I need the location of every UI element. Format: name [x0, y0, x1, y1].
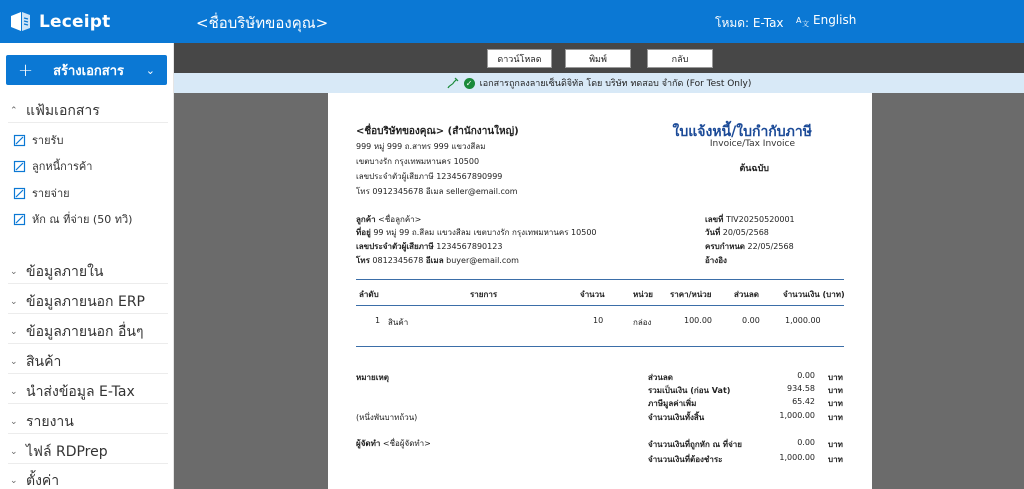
table-row-item: สินค้า — [388, 318, 409, 327]
sidebar-group-label: สินค้า — [26, 354, 62, 370]
issuer-label: ผู้จัดทำ — [356, 439, 381, 448]
signature-pen-icon — [447, 77, 459, 89]
signature-status-bar — [174, 73, 1024, 93]
sidebar-group-erp-data[interactable] — [10, 291, 145, 313]
doc-date-value: 20/05/2568 — [722, 228, 769, 237]
vat-label: ภาษีมูลค่าเพิ่ม — [648, 399, 697, 408]
issuer-value: <ชื่อผู้จัดทำ> — [382, 439, 431, 448]
issuer-row — [356, 437, 431, 450]
table-header-border — [356, 305, 844, 306]
grand-total-label: จำนวนเงินทั้งสิ้น — [648, 413, 705, 422]
doc-due-row — [705, 240, 794, 253]
sidebar-group-label: ข้อมูลภายนอก อื่นๆ — [26, 324, 144, 340]
vat-unit: บาท — [828, 399, 843, 408]
seller-name: <ชื่อบริษัทของคุณ> (สำนักงานใหญ่) — [356, 126, 519, 137]
sidebar — [0, 43, 174, 489]
chevron-down-icon: ⌄ — [10, 357, 18, 367]
doc-number-row — [705, 213, 795, 226]
doc-due-label: ครบกำหนด — [705, 242, 745, 251]
sidebar-group-documents[interactable] — [10, 100, 100, 122]
sidebar-group-label: นำส่งข้อมูล E-Tax — [26, 384, 135, 400]
back-button[interactable]: กลับ — [647, 49, 713, 68]
subtotal-label: รวมเป็นเงิน (ก่อน Vat) — [648, 386, 731, 395]
customer-email-label: อีเมล — [425, 256, 444, 265]
logo-text: Leceipt — [39, 11, 111, 32]
sidebar-item-income[interactable] — [13, 131, 63, 149]
divider — [8, 403, 168, 404]
sidebar-group-label: ข้อมูลภายนอก ERP — [26, 294, 145, 310]
divider — [8, 122, 168, 123]
table-row-amount: 1,000.00 — [785, 316, 821, 325]
document-icon — [13, 160, 26, 173]
language-selector[interactable] — [796, 13, 856, 27]
mode-selector[interactable]: โหมด: E-Tax — [715, 16, 784, 30]
sidebar-group-label: ไฟล์ RDPrep — [26, 444, 108, 460]
document-viewer — [174, 43, 1024, 489]
col-header-unit-price: ราคา/หน่วย — [670, 290, 712, 299]
chevron-down-icon: ⌄ — [10, 297, 18, 307]
customer-name-value: <ชื่อลูกค้า> — [378, 215, 422, 224]
customer-email-value: buyer@email.com — [446, 256, 519, 265]
divider — [8, 343, 168, 344]
divider — [8, 313, 168, 314]
chevron-down-icon[interactable]: ⌄ — [145, 63, 155, 77]
chevron-down-icon: ⌄ — [10, 417, 18, 427]
print-button[interactable]: พิมพ์ — [565, 49, 631, 68]
company-title: <ชื่อบริษัทของคุณ> — [196, 14, 329, 32]
chevron-down-icon: ⌄ — [10, 267, 18, 277]
chevron-up-icon: ⌃ — [10, 106, 18, 116]
divider — [8, 373, 168, 374]
customer-phone-value: 0812345678 — [372, 256, 424, 265]
seller-address-line2: เขตบางรัก กรุงเทพมหานคร 10500 — [356, 157, 480, 166]
total-discount-value: 0.00 — [797, 371, 815, 380]
doc-date-row — [705, 226, 769, 239]
amount-due-unit: บาท — [828, 455, 843, 464]
sidebar-item-receivables[interactable] — [13, 157, 92, 175]
sidebar-group-label: ตั้งค่า — [26, 473, 60, 489]
translate-icon — [796, 14, 809, 27]
language-label: English — [813, 13, 857, 27]
sidebar-item-label: ลูกหนี้การค้า — [32, 160, 93, 173]
plus-icon: + — [18, 59, 34, 81]
col-header-discount: ส่วนลด — [734, 290, 759, 299]
seller-address-line1: 999 หมู่ 999 ถ.สาทร 999 แขวงสีลม — [356, 142, 486, 151]
divider — [8, 433, 168, 434]
document-icon — [13, 187, 26, 200]
customer-name-row — [356, 213, 421, 226]
app-logo[interactable] — [8, 9, 111, 34]
table-row-discount: 0.00 — [742, 316, 760, 325]
note-label: หมายเหตุ — [356, 373, 389, 382]
col-header-qty: จำนวน — [580, 290, 605, 299]
svg-text:文: 文 — [802, 19, 809, 27]
col-header-item: รายการ — [470, 290, 498, 299]
doc-number-value: TIV20250520001 — [725, 215, 795, 224]
viewer-toolbar — [174, 43, 1024, 73]
customer-address-row — [356, 226, 597, 239]
invoice-page — [328, 93, 872, 489]
col-header-unit: หน่วย — [633, 290, 653, 299]
customer-taxid-value: 1234567890123 — [436, 242, 503, 251]
table-row-qty: 10 — [593, 316, 604, 325]
sidebar-group-other-data[interactable] — [10, 321, 143, 343]
customer-taxid-row — [356, 240, 502, 253]
grand-total-unit: บาท — [828, 413, 843, 422]
create-document-button[interactable] — [6, 55, 167, 85]
chevron-down-icon: ⌄ — [10, 387, 18, 397]
sidebar-group-rdprep[interactable] — [10, 441, 108, 463]
create-document-label: สร้างเอกสาร — [53, 63, 124, 79]
table-row-unit: กล่อง — [633, 318, 652, 327]
col-header-seq: ลำดับ — [359, 290, 379, 299]
amount-due-label: จำนวนเงินที่ต้องชำระ — [648, 455, 723, 464]
sidebar-item-withholding[interactable] — [13, 210, 132, 228]
divider — [8, 463, 168, 464]
download-button[interactable]: ดาวน์โหลด — [487, 49, 552, 68]
total-discount-label: ส่วนลด — [648, 373, 673, 382]
sidebar-item-expenses[interactable] — [13, 184, 70, 202]
document-icon — [13, 213, 26, 226]
chevron-down-icon: ⌄ — [10, 327, 18, 337]
customer-contact-row — [356, 254, 519, 267]
sidebar-group-settings[interactable] — [10, 470, 59, 489]
doc-due-value: 22/05/2568 — [747, 242, 794, 251]
sidebar-group-label: ข้อมูลภายใน — [26, 264, 104, 280]
document-subtitle: Invoice/Tax Invoice — [709, 139, 795, 149]
subtotal-unit: บาท — [828, 386, 843, 395]
seller-contact: โทร 0912345678 อีเมล seller@email.com — [356, 187, 518, 196]
doc-number-label: เลขที่ — [705, 215, 724, 224]
grand-total-value: 1,000.00 — [779, 411, 815, 420]
svg-text:A: A — [796, 15, 802, 25]
copy-label: ต้นฉบับ — [739, 164, 769, 174]
chevron-down-icon: ⌄ — [10, 447, 18, 457]
table-row-unit-price: 100.00 — [684, 316, 712, 325]
sidebar-item-label: หัก ณ ที่จ่าย (50 ทวิ) — [32, 213, 133, 226]
top-bar — [0, 0, 1024, 43]
signature-status-text: เอกสารถูกลงลายเซ็นดิจิทัล โดย บริษัท ทดสอบ จำกัด (For Test Only) — [479, 79, 752, 89]
sidebar-group-label: รายงาน — [26, 414, 74, 430]
chevron-down-icon: ⌄ — [10, 476, 18, 486]
document-icon — [13, 134, 26, 147]
amount-due-value: 1,000.00 — [779, 453, 815, 462]
document-title: ใบแจ้งหนี้/ใบกำกับภาษี — [672, 124, 812, 140]
table-row-seq: 1 — [375, 316, 381, 325]
customer-taxid-label: เลขประจำตัวผู้เสียภาษี — [356, 242, 434, 251]
customer-name-label: ลูกค้า — [356, 215, 376, 224]
withheld-label: จำนวนเงินที่ถูกหัก ณ ที่จ่าย — [648, 440, 742, 449]
doc-date-label: วันที่ — [705, 228, 721, 237]
table-top-border — [356, 279, 844, 280]
vat-value: 65.42 — [792, 397, 815, 406]
amount-in-words: (หนึ่งพันบาทถ้วน) — [356, 413, 418, 422]
total-discount-unit: บาท — [828, 373, 843, 382]
withheld-unit: บาท — [828, 440, 843, 449]
sidebar-item-label: รายรับ — [32, 134, 64, 147]
withheld-value: 0.00 — [797, 438, 815, 447]
check-circle-icon: ✓ — [464, 78, 475, 89]
logo-icon — [8, 9, 33, 34]
sidebar-item-label: รายจ่าย — [32, 187, 70, 200]
customer-address-value: 99 หมู่ 99 ถ.สีลม แขวงสีลม เขตบางรัก กรุงเทพมหานคร 10500 — [373, 228, 597, 237]
divider — [8, 283, 168, 284]
sidebar-group-etax-submit[interactable] — [10, 381, 135, 403]
sidebar-group-label: แฟ้มเอกสาร — [26, 103, 100, 119]
doc-ref-label: อ้างอิง — [705, 256, 727, 265]
table-bottom-border — [356, 346, 844, 347]
customer-address-label: ที่อยู่ — [356, 228, 371, 237]
sidebar-group-products[interactable] — [10, 351, 61, 373]
col-header-amount: จำนวนเงิน (บาท) — [783, 290, 845, 299]
sidebar-group-internal-data[interactable] — [10, 261, 104, 283]
subtotal-value: 934.58 — [787, 384, 815, 393]
sidebar-group-reports[interactable] — [10, 411, 74, 433]
customer-phone-label: โทร — [356, 256, 370, 265]
seller-tax-id: เลขประจำตัวผู้เสียภาษี 1234567890999 — [356, 172, 503, 181]
